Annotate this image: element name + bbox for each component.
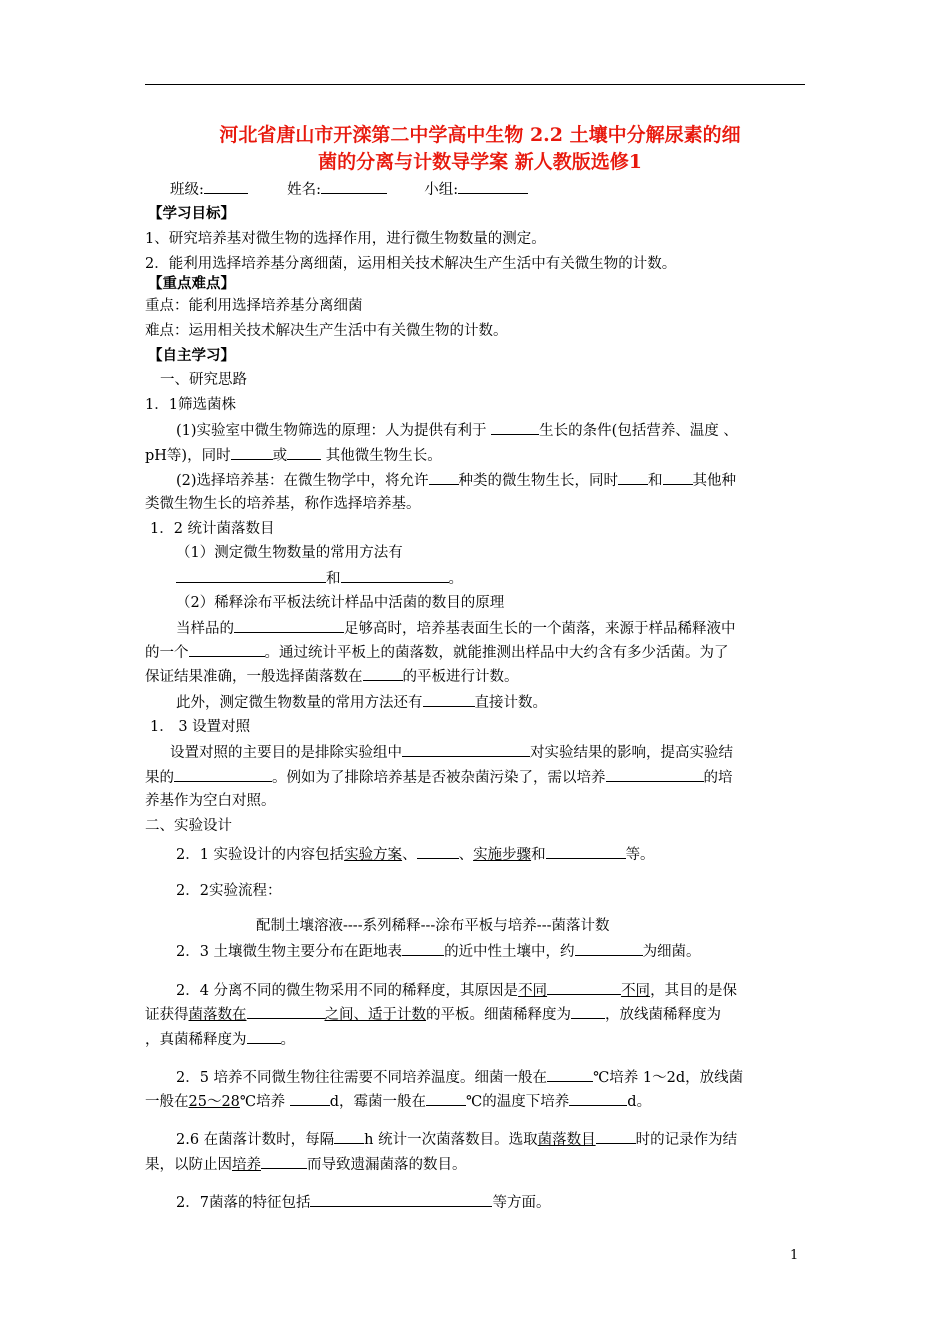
text: d。 [627,1094,652,1110]
text: 其他微生物生长。 [325,448,442,464]
blank[interactable] [429,469,459,485]
text: 、 [402,847,417,863]
text: 当样品的 [176,621,234,637]
text: ，其目的是保 [650,983,738,999]
blank[interactable] [247,1003,325,1019]
text: pH等)，同时 [145,448,231,464]
para-4: （2）稀释涂布平板法统计样品中活菌的数目的原理 [176,595,505,611]
text: 设置对照的主要目的是排除实验组中 [170,745,402,761]
text: ℃培养 1～2d，放线菌 [593,1070,744,1086]
subsection-2: 二、实验设计 [145,818,232,834]
blank[interactable] [547,1066,593,1082]
para-10 [145,766,733,788]
text: 和 [531,847,546,863]
text: 对实验结果的影响，提高实验结 [530,745,733,761]
text: ，真菌稀释度为 [145,1032,247,1048]
subsection-1-1: 1．1筛选菌株 [145,397,236,413]
para-1b [145,444,442,466]
text: 证获得 [145,1007,189,1023]
text: 。通过统计平板上的菌落数，就能推测出样品中大约含有多少活菌。为了 [264,645,729,661]
text: (1)实验室中微生物筛选的原理：人为提供有利于 [176,423,487,439]
para-9 [170,741,733,763]
blank[interactable] [189,641,265,657]
para-7 [145,665,519,687]
text: 种类的微生物生长，同时 [458,473,619,489]
blank[interactable] [546,843,626,859]
name-field[interactable] [321,178,387,194]
blank[interactable] [663,469,693,485]
blank[interactable] [571,1003,605,1019]
blank[interactable] [290,1090,330,1106]
difficult-point: 难点：运用相关技术解决生产生活中有关微生物的计数。 [145,323,508,339]
text: 。 [280,1032,295,1048]
group-label: 小组: [424,182,459,198]
blank[interactable] [491,419,539,435]
info-line [170,178,528,200]
section-heading-self: 【自主学习】 [148,347,235,364]
para-6 [145,641,729,663]
para-2b: 类微生物生长的培养基，称作选择培养基。 [145,496,421,512]
blank[interactable] [423,691,475,707]
class-field[interactable] [204,178,248,194]
blank[interactable] [231,444,273,460]
blank[interactable] [363,665,403,681]
text: 。 [448,571,463,587]
item-2-5a [176,1066,743,1088]
text: 生长的条件(包括营养、温度 、 [539,423,738,439]
para-3b [176,567,463,589]
doc-title-line2: 菌的分离与计数导学案 新人教版选修1 [318,151,642,173]
blank[interactable] [176,567,326,583]
para-11: 养基作为空白对照。 [145,793,276,809]
text: (2)选择培养基：在微生物学中，将允许 [176,473,429,489]
text: 的平板。细菌稀释度为 [426,1007,571,1023]
blank[interactable] [596,1128,636,1144]
blank[interactable] [569,1090,627,1106]
text: d，霉菌一般在 [329,1094,427,1110]
text: 和 [326,571,341,587]
text: 、 [458,847,474,863]
header-rule [145,84,805,85]
para-1a [176,419,738,441]
text: 不同 [621,983,651,999]
text: 实验方案 [344,847,403,863]
text: 和 [648,473,663,489]
text: 。例如为了排除培养基是否被杂菌污染了，需以培养 [272,770,606,786]
text: 的近中性土壤中，约 [444,944,575,960]
blank[interactable] [261,1153,307,1169]
doc-title-line1: 河北省唐山市开滦第二中学高中生物 2.2 土壤中分解尿素的细 [219,124,741,146]
text: 菌落数在 [188,1007,247,1023]
blank[interactable] [402,741,530,757]
text: 不同 [518,983,548,999]
text: 时的记录作为结 [635,1132,738,1148]
item-2-2: 2．2实验流程： [176,883,282,899]
text: 等方面。 [492,1195,551,1211]
para-3: （1）测定微生物数量的常用方法有 [176,545,403,561]
text: 的一个 [145,645,189,661]
text: 2．7菌落的特征包括 [176,1195,311,1211]
flow-text: 配制土壤溶液----系列稀释---涂布平板与培养---菌落计数 [256,918,610,934]
text: 2．3 土壤微生物主要分布在距地表 [176,944,403,960]
blank[interactable] [575,940,643,956]
text: 一般在 [145,1094,189,1110]
text: 此外，测定微生物数量的常用方法还有 [176,695,423,711]
text: 之间、适于计数 [324,1007,426,1023]
item-2-4c [145,1028,295,1050]
section-heading-key: 【重点难点】 [148,275,235,292]
item-2-3 [176,940,701,962]
blank[interactable] [334,1128,364,1144]
item-2-7 [176,1191,550,1213]
text: 而导致遗漏菌落的数目。 [307,1157,467,1173]
class-label: 班级: [170,182,204,198]
goal-1: 1、研究培养基对微生物的选择作用，进行微生物数量的测定。 [145,231,546,247]
text: ℃的温度下培养 [466,1094,570,1110]
goal-2: 2．能利用选择培养基分离细菌，运用相关技术解决生产生活中有关微生物的计数。 [145,256,677,272]
blank[interactable] [417,843,459,859]
text: 或 [272,448,288,464]
text: 实施步骤 [473,847,532,863]
group-field[interactable] [458,178,528,194]
text: 2．5 培养不同微生物往往需要不同培养温度。细菌一般在 [176,1070,548,1086]
text: ℃培养 [239,1094,286,1110]
item-2-1 [176,843,655,865]
blank[interactable] [426,1090,466,1106]
blank[interactable] [341,567,449,583]
blank[interactable] [247,1028,281,1044]
text: 培养 [232,1157,261,1173]
item-2-5b [145,1090,651,1112]
blank[interactable] [606,766,704,782]
blank[interactable] [618,469,648,485]
blank[interactable] [402,940,444,956]
item-2-4b [145,1003,721,1025]
item-2-6b [145,1153,467,1175]
text: h 统计一次菌落数目。选取 [364,1132,538,1148]
key-point: 重点：能利用选择培养基分离细菌 [145,298,363,314]
page-number: 1 [790,1248,799,1263]
blank[interactable] [174,766,272,782]
para-5 [176,617,736,639]
text: ，放线菌稀释度为 [605,1007,721,1023]
section-heading-goal: 【学习目标】 [148,205,235,222]
text: 果，以防止因 [145,1157,232,1173]
text: 果的 [145,770,174,786]
blank[interactable] [547,979,621,995]
blank[interactable] [234,617,344,633]
subsection-1-2: 1．2 统计菌落数目 [150,521,275,537]
text: 的培 [703,770,733,786]
text: 其他种 [692,473,737,489]
blank[interactable] [287,444,321,460]
text: 2.6 在菌落计数时，每隔 [176,1132,335,1148]
text: 足够高时，培养基表面生长的一个菌落，来源于样品稀释液中 [344,621,736,637]
text: 保证结果准确，一般选择菌落数在 [145,669,363,685]
blank[interactable] [310,1191,492,1207]
text: 为细菌。 [642,944,701,960]
text: 2．4 分离不同的微生物采用不同的稀释度，其原因是 [176,983,519,999]
para-8 [176,691,547,713]
text: 菌落数目 [537,1132,596,1148]
text: 25～28 [188,1094,240,1110]
name-label: 姓名: [287,182,321,198]
text: 直接计数。 [474,695,547,711]
text: 等。 [625,847,655,863]
text: 2．1 实验设计的内容包括 [176,847,345,863]
subsection-1-3: 1． 3 设置对照 [150,719,251,735]
item-2-4a [176,979,737,1001]
para-2a [176,469,736,491]
text: 的平板进行计数。 [402,669,519,685]
item-2-6a [176,1128,737,1150]
subsection-1: 一、研究思路 [160,372,247,388]
